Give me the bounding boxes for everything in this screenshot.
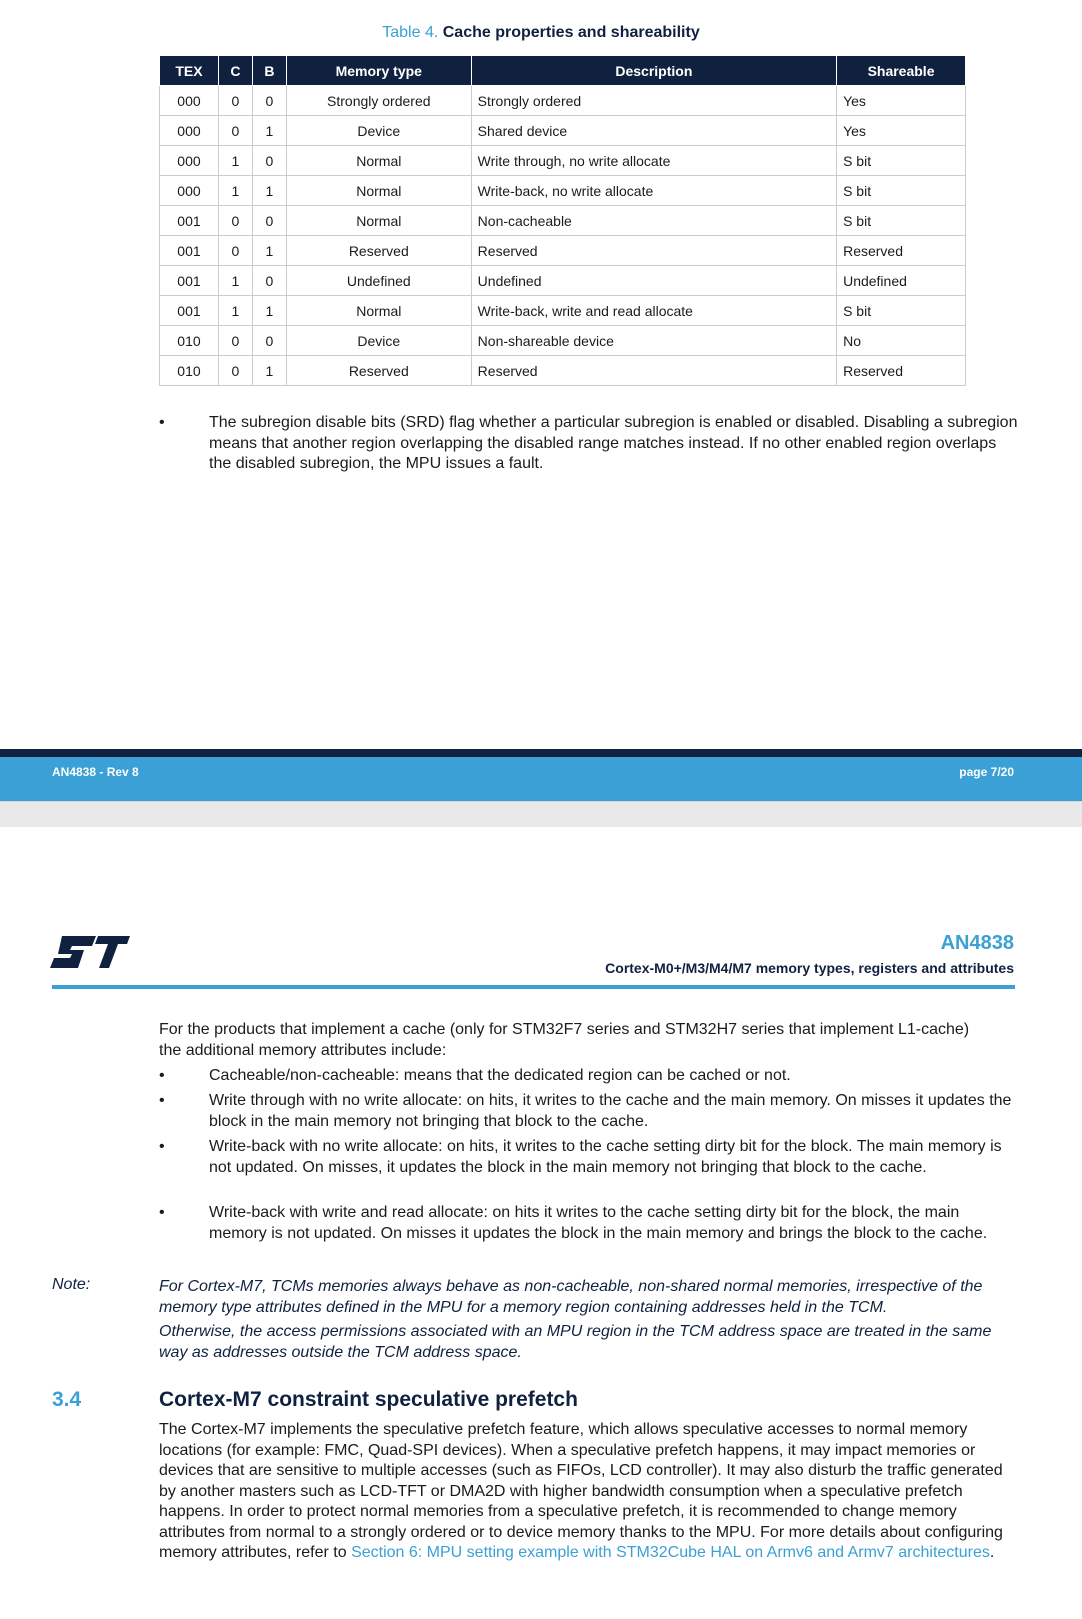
cache-properties-table [159, 55, 966, 386]
cell-tex: 001 [160, 206, 219, 236]
cell-description: Undefined [471, 266, 836, 296]
cell-b: 0 [252, 86, 286, 116]
cell-description: Reserved [471, 236, 836, 266]
page-gap [0, 801, 1082, 827]
bullet-dot: • [159, 1092, 165, 1109]
table-header-row [160, 56, 966, 86]
cell-b: 1 [252, 176, 286, 206]
cell-description: Non-cacheable [471, 206, 836, 236]
srd-bullet-text: The subregion disable bits (SRD) flag whether a particular subregion is enabled or disabled. Disabling a subregion means that another region overlapping the disabled range matches instead. If no other enabled region overlaps the disabled subregion, the MPU issues a fault. [209, 414, 1018, 472]
footer-page-number: page 7/20 [959, 765, 1014, 779]
cell-description: Strongly ordered [471, 86, 836, 116]
cell-shareable: S bit [837, 146, 966, 176]
cell-tex: 000 [160, 176, 219, 206]
list-item [159, 1137, 1021, 1199]
cell-shareable: Yes [837, 86, 966, 116]
cell-tex: 000 [160, 86, 219, 116]
cell-description: Write through, no write allocate [471, 146, 836, 176]
cell-c: 0 [218, 356, 252, 386]
table-row [160, 236, 966, 266]
cell-b: 1 [252, 296, 286, 326]
cell-memory-type: Normal [286, 176, 471, 206]
bullet-text: Write through with no write allocate: on hits, it writes to the cache and the main memory. On misses it updates the block in the main memory not bringing that block to the cache. [209, 1092, 1012, 1130]
cell-tex: 001 [160, 236, 219, 266]
header-memory-type: Memory type [286, 56, 471, 86]
section-6-link[interactable]: Section 6: MPU setting example with STM32Cube HAL on Armv6 and Armv7 architectures [351, 1544, 990, 1561]
cell-b: 0 [252, 266, 286, 296]
cell-memory-type: Normal [286, 146, 471, 176]
cell-description: Non-shareable device [471, 326, 836, 356]
footer-divider [0, 749, 1082, 757]
doc-id: AN4838 [940, 932, 1014, 954]
section-body [159, 1420, 1019, 1564]
cell-memory-type: Reserved [286, 236, 471, 266]
table-row [160, 206, 966, 236]
cell-shareable: No [837, 326, 966, 356]
header-rule [52, 985, 1015, 989]
cell-shareable: Undefined [837, 266, 966, 296]
cell-memory-type: Strongly ordered [286, 86, 471, 116]
bullet-dot: • [159, 1204, 165, 1221]
table-row [160, 86, 966, 116]
section-body-text: The Cortex-M7 implements the speculative prefetch feature, which allows speculative accesses to normal memory locations (for example: FMC, Quad-SPI devices). When a speculative prefetch happens, it may impact memories or devices that are sensitive to multiple accesses (such as FIFOs, LCD controller). It may also disturb the traffic generated by another masters such as LCD-TFT or DMA2D with higher bandwidth consumption when a speculative prefetch happens. In order to protect normal memories from a speculative prefetch, it is recommended to change memory attributes from normal to a strongly ordered or to device memory thanks to the MPU. For more details about configuring memory attributes, refer to [159, 1421, 1003, 1561]
bullet-dot: • [159, 1067, 165, 1084]
cell-shareable: Reserved [837, 236, 966, 266]
cell-c: 0 [218, 86, 252, 116]
cell-tex: 001 [160, 296, 219, 326]
table-caption-title: Cache properties and shareability [442, 24, 700, 41]
cell-memory-type: Reserved [286, 356, 471, 386]
footer-doc-rev: AN4838 - Rev 8 [52, 765, 139, 779]
note-text-1: For Cortex-M7, TCMs memories always behave as non-cacheable, non-shared normal memories, irrespective of the memory type attributes defined in the MPU for a memory region containing addresses held in the TCM. [159, 1278, 983, 1316]
note-label: Note: [52, 1276, 91, 1293]
cell-memory-type: Normal [286, 296, 471, 326]
cell-c: 0 [218, 206, 252, 236]
cell-tex: 001 [160, 266, 219, 296]
list-item [159, 1091, 1021, 1133]
section-body-end: . [989, 1544, 995, 1561]
table-row [160, 116, 966, 146]
bullet-dot: • [159, 1138, 165, 1155]
table-row [160, 296, 966, 326]
bullet-text: Cacheable/non-cacheable: means that the dedicated region can be cached or not. [209, 1067, 791, 1084]
list-item [159, 1203, 1021, 1265]
cell-shareable: Reserved [837, 356, 966, 386]
cell-b: 1 [252, 236, 286, 266]
doc-subtitle: Cortex-M0+/M3/M4/M7 memory types, registers and attributes [605, 960, 1014, 976]
bullet-text: Write-back with no write allocate: on hits, it writes to the cache setting dirty bit for the block. The main memory is not updated. On misses, it updates the block in the main memory not bringing that block to the cache. [209, 1138, 1002, 1176]
table-row [160, 356, 966, 386]
header-c: C [218, 56, 252, 86]
cell-c: 1 [218, 296, 252, 326]
cell-c: 1 [218, 266, 252, 296]
cell-tex: 010 [160, 356, 219, 386]
st-logo [50, 932, 130, 972]
table-caption [0, 24, 1082, 42]
table-row [160, 326, 966, 356]
cell-b: 1 [252, 356, 286, 386]
cell-shareable: S bit [837, 176, 966, 206]
header-tex: TEX [160, 56, 219, 86]
header-description: Description [471, 56, 836, 86]
cell-tex: 000 [160, 146, 219, 176]
bullet-text: Write-back with write and read allocate: on hits it writes to the cache setting dirty bit for the block, the main memory is not updated. On misses it updates the block in the main memory and brings the block to the cache. [209, 1204, 988, 1242]
cell-b: 0 [252, 146, 286, 176]
header-b: B [252, 56, 286, 86]
cell-shareable: Yes [837, 116, 966, 146]
header-shareable: Shareable [837, 56, 966, 86]
cell-description: Shared device [471, 116, 836, 146]
section-title: Cortex-M7 constraint speculative prefetch [159, 1388, 578, 1411]
cell-tex: 000 [160, 116, 219, 146]
table-row [160, 266, 966, 296]
note-text-2: Otherwise, the access permissions associated with an MPU region in the TCM address space are treated in the same way as addresses outside the TCM address space. [159, 1323, 992, 1361]
page-footer [0, 757, 1082, 801]
cell-c: 0 [218, 326, 252, 356]
section-number: 3.4 [52, 1388, 82, 1411]
cell-description: Write-back, write and read allocate [471, 296, 836, 326]
cell-shareable: S bit [837, 206, 966, 236]
cell-memory-type: Device [286, 326, 471, 356]
cell-memory-type: Device [286, 116, 471, 146]
table-row [160, 146, 966, 176]
cell-c: 1 [218, 146, 252, 176]
cell-description: Reserved [471, 356, 836, 386]
cell-memory-type: Normal [286, 206, 471, 236]
cell-c: 1 [218, 176, 252, 206]
cell-b: 0 [252, 326, 286, 356]
bullet-dot: • [159, 414, 165, 431]
cell-b: 1 [252, 116, 286, 146]
st-logo-icon [50, 932, 130, 972]
cell-b: 0 [252, 206, 286, 236]
cell-description: Write-back, no write allocate [471, 176, 836, 206]
cell-memory-type: Undefined [286, 266, 471, 296]
cell-tex: 010 [160, 326, 219, 356]
table-caption-number: Table 4. [382, 24, 439, 41]
cell-c: 0 [218, 116, 252, 146]
table-row [160, 176, 966, 206]
cell-c: 0 [218, 236, 252, 266]
list-item [159, 1066, 1021, 1086]
cell-shareable: S bit [837, 296, 966, 326]
intro-paragraph: For the products that implement a cache (only for STM32F7 series and STM32H7 series that implement L1-cache) the additional memory attributes include: [159, 1021, 970, 1059]
